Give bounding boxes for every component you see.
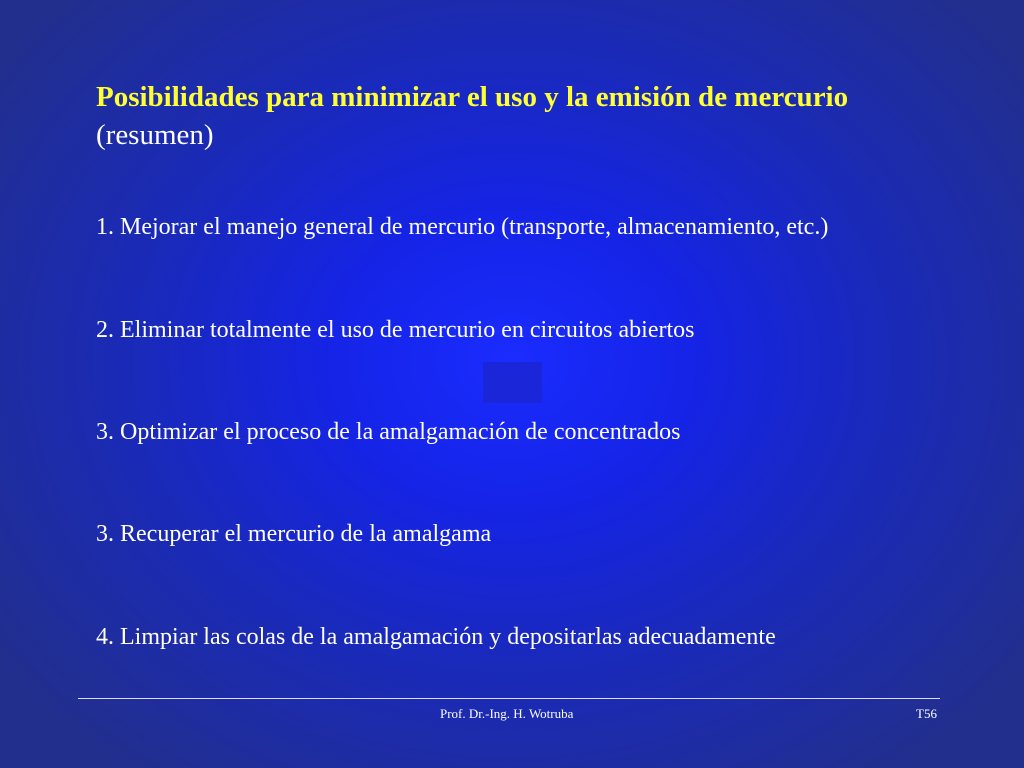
list-item: 3. Optimizar el proceso de la amalgamación de concentrados [96,419,681,445]
list-item: 2. Eliminar totalmente el uso de mercurio en circuitos abiertos [96,317,695,343]
list-item: 4. Limpiar las colas de la amalgamación y depositarlas adecuadamente [96,624,776,650]
page-number: T56 [916,706,937,721]
list-item: 3. Recuperar el mercurio de la amalgama [96,521,492,547]
title-subtitle: (resumen) [96,119,214,151]
list-item: 1. Mejorar el manejo general de mercurio (transporte, almacenamiento, etc.) [96,214,829,240]
slide-title [96,78,996,154]
footer-author: Prof. Dr.-Ing. H. Wotruba [440,706,574,721]
footer-divider [78,698,940,699]
title-main: Posibilidades para minimizar el uso y la emisión de mercurio [96,81,849,113]
decorative-box [483,362,542,403]
